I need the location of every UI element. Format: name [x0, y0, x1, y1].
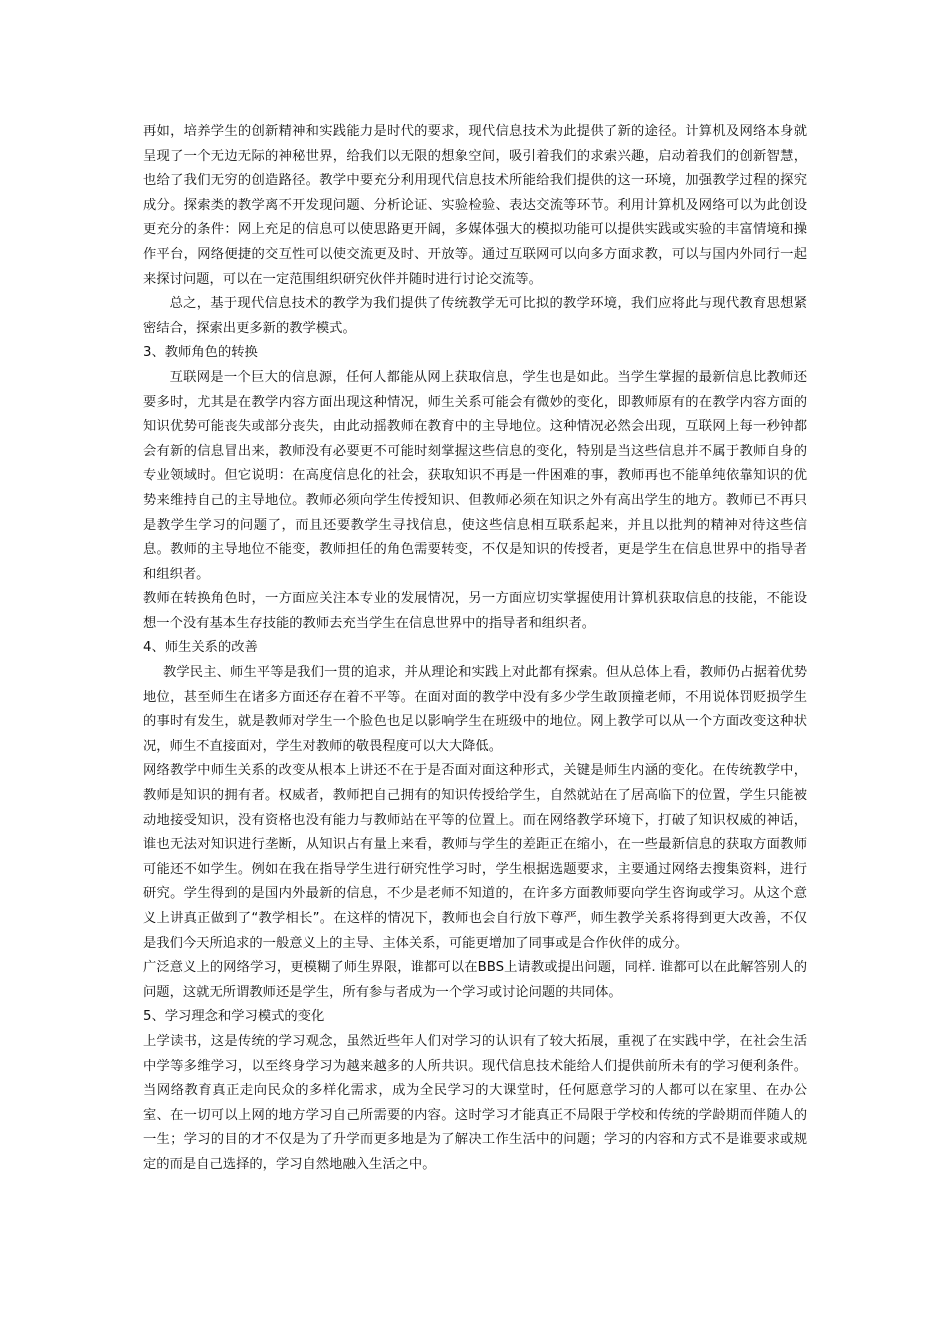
paragraph-teacher-student-2: 网络教学中师生关系的改变从根本上讲还不在于是否面对面这种形式，关键是师生内涵的变化。在传统教学中，教师是知识的拥有者。权威者，教师把自己拥有的知识传授给学生，自然就站在了居高临下的位置，学生只能被动地接受知识，没有资格也没有能力与教师站在平等的位置上。而在网络教学环境下，打破了知识权威的神话，谁也无法对知识进行垄断，从知识占有量上来看，教师与学生的差距正在缩小，在一些最新信息的获取方面教师可能还不如学生。例如在我在指导学生进行研究性学习时，学生根据选题要求，主要通过网络去搜集资料，进行研究。学生得到的是国内外最新的信息，不少是老师不知道的，在许多方面教师要向学生咨询或学习。从这个意义上讲真正做到了“教学相长”。在这样的情况下，教师也会自行放下尊严，师生教学关系将得到更大改善，不仅是我们今天所追求的一般意义上的主导、主体关系，可能更增加了同事或是合作伙伴的成分。 [143, 763, 807, 951]
paragraph-teacher-role-2: 教师在转换角色时，一方面应关注本专业的发展情况，另一方面应切实掌握使用计算机获取信息的技能，不能设想一个没有基本生存技能的教师去充当学生在信息世界中的指导者和组织者。 [143, 591, 807, 631]
paragraph-teacher-student-1: 教学民主、师生平等是我们一贯的追求，并从理论和实践上对此都有探索。但从总体上看，教师仍占据着优势地位，甚至师生在诸多方面还存在着不平等。在面对面的教学中没有多少学生敢顶撞老师，不用说体罚贬损学生的事时有发生，就是教师对学生一个脸色也足以影响学生在班级中的地位。网上教学可以从一个方面改变这种状况，师生不直接面对，学生对教师的敬畏程度可以大大降低。 [143, 665, 807, 754]
document-page [143, 120, 807, 1178]
paragraph-teacher-student-3: 广泛意义上的网络学习，更模糊了师生界限，谁都可以在BBS上请教或提出问题，同样. 谁都可以在此解答别人的问题，这就无所谓教师还是学生，所有参与者成为一个学习或讨论问题的共同体。 [143, 960, 807, 1000]
paragraph-teacher-role: 互联网是一个巨大的信息源，任何人都能从网上获取信息，学生也是如此。当学生掌握的最新信息比教师还要多时，尤其是在教学内容方面出现这种情况，师生关系可能会有微妙的变化，即教师原有的在教学内容方面的知识优势可能丧失或部分丧失，由此动摇教师在教育中的主导地位。这种情况必然会出现，互联网上每一秒钟都会有新的信息冒出来，教师没有必要更不可能时刻掌握这些信息的变化，特别是当这些信息并不属于教师自身的专业领域时。但它说明：在高度信息化的社会，获取知识不再是一件困难的事，教师再也不能单纯依靠知识的优势来维持自己的主导地位。教师必须向学生传授知识、但教师必须在知识之外有高出学生的地方。教师已不再只是教学生学习的问题了，而且还要教学生寻找信息，使这些信息相互联系起来，并且以批判的精神对待这些信息。教师的主导地位不能变，教师担任的角色需要转变，不仅是知识的传授者，更是学生在信息世界中的指导者和组织者。 [143, 369, 807, 582]
section-heading-3: 3、教师角色的转换 [143, 345, 258, 361]
section-heading-4: 4、师生关系的改善 [143, 640, 258, 656]
paragraph-summary: 总之，基于现代信息技术的教学为我们提供了传统教学无可比拟的教学环境，我们应将此与现代教育思想紧密结合，探索出更多新的教学模式。 [143, 296, 807, 336]
paragraph-innovation: 再如，培养学生的创新精神和实践能力是时代的要求，现代信息技术为此提供了新的途径。计算机及网络本身就呈现了一个无边无际的神秘世界，给我们以无限的想象空间，吸引着我们的求索兴趣，启动着我们的创新智慧，也给了我们无穷的创造路径。教学中要充分利用现代信息技术所能给我们提供的这一环境，加强教学过程的探究成分。探索类的教学离不开发现问题、分析论证、实验检验、表达交流等环节。利用计算机及网络可以为此创设更充分的条件：网上充足的信息可以使思路更开阔，多媒体强大的模拟功能可以提供实践或实验的丰富情境和操作平台，网络便捷的交互性可以使交流更及时、开放等。通过互联网可以向多方面求教，可以与国内外同行一起来探讨问题，可以在一定范围组织研究伙伴并随时进行讨论交流等。 [143, 124, 807, 287]
section-heading-5: 5、学习理念和学习模式的变化 [143, 1009, 325, 1025]
paragraph-learning-concept: 上学读书，这是传统的学习观念，虽然近些年人们对学习的认识有了较大拓展，重视了在实践中学，在社会生活中学等多维学习，以至终身学习为越来越多的人所共识。现代信息技术能给人们提供前所未有的学习便利条件。当网络教育真正走向民众的多样化需求，成为全民学习的大课堂时，任何愿意学习的人都可以在家里、在办公室、在一切可以上网的地方学习自己所需要的内容。这时学习才能真正不局限于学校和传统的学龄期而伴随人的一生；学习的目的才不仅是为了升学而更多地是为了解决工作生活中的问题；学习的内容和方式不是谁要求或规定的而是自己选择的，学习自然地融入生活之中。 [143, 1033, 807, 1172]
